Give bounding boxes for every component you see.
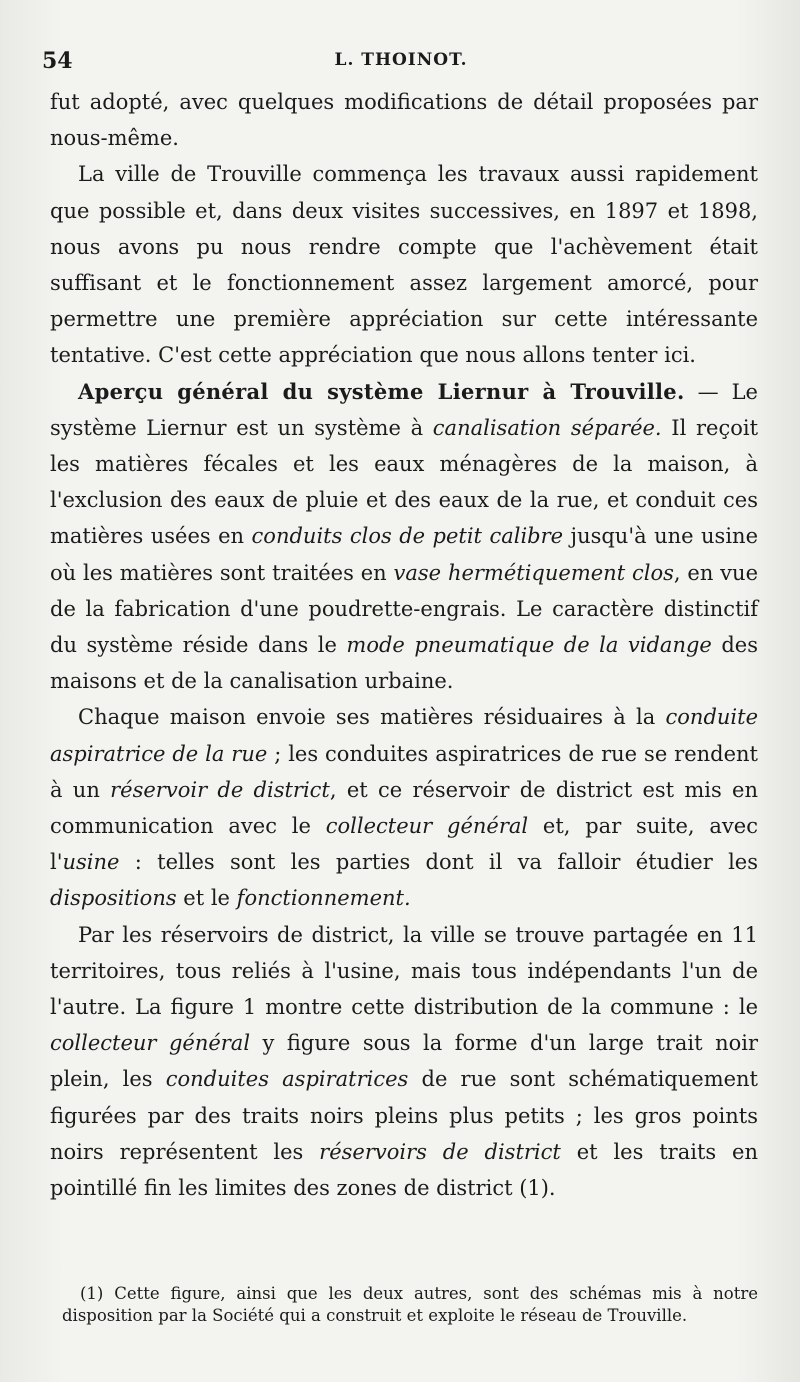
paragraph-continuation: fut adopté, avec quelques modifications de détail proposées par nous-même. (50, 90, 758, 151)
paragraph-chaque-maison (50, 699, 758, 916)
italic-run: dispositions (50, 886, 177, 911)
footnote-text: (1) Cette figure, ainsi que les deux autres, sont des schémas mis à notre disposition par la Société qui a construit et exploite le réseau de Trouville. (62, 1284, 758, 1325)
italic-run: collecteur général (325, 814, 529, 839)
paragraph-reservoirs-district (50, 917, 758, 1207)
italic-run: réservoirs de district (319, 1139, 561, 1164)
italic-run: collecteur général (50, 1031, 251, 1056)
text-run: Par les réservoirs de district, la ville se trouve partagée en 11 territoires, tous reliés à l'usine, mais tous indépendants l'un de l'autre. La figure 1 montre cette distribution de la commune : le (50, 922, 758, 1020)
text-run: jusqu'à une usine où les matières sont traitées en (50, 524, 759, 585)
text-run: y figure sous la forme d'un large trait noir plein, les (50, 1031, 758, 1092)
text-run: et les traits en pointillé fin les limites des zones de district (1). (50, 1139, 758, 1201)
section-title: Aperçu général du système Liernur à Trouville. (78, 378, 685, 404)
italic-run: conduite aspiratrice de la rue (50, 705, 758, 766)
text-run: : telles sont les parties dont il va falloir étudier les (119, 850, 758, 875)
text-run: ; les conduites aspiratrices de rue se rendent à un (50, 741, 758, 802)
text-run: — Le système Liernur est un système à (50, 379, 758, 440)
italic-run: conduites aspiratrices (165, 1067, 409, 1092)
text-run: Chaque maison envoie ses matières résiduaires à la (78, 705, 666, 730)
text-run: des maisons et de la canalisation urbaine. (50, 633, 759, 694)
text-run: de rue sont schématiquement figurées par des traits noirs pleins plus petits ; les gros points noirs représentent les (50, 1067, 758, 1164)
running-head (42, 48, 760, 72)
italic-run: vase hermétiquement clos (393, 560, 674, 585)
text-run: , et ce réservoir de district est mis en communication avec le (50, 777, 759, 839)
text-run: et, par suite, avec l' (50, 814, 758, 875)
page-number: 54 (42, 48, 73, 74)
running-title: L. THOINOT. (334, 50, 468, 70)
italic-run: usine (62, 850, 120, 875)
paragraph-apercu-general (50, 374, 758, 700)
italic-run: fonctionnement. (236, 886, 411, 911)
italic-run: conduits clos de petit calibre (251, 524, 564, 549)
italic-run: réservoir de district (110, 777, 330, 802)
paragraph-trouville-works: La ville de Trouville commença les travaux aussi rapidement que possible et, dans deux visites successives, en 1897 et 1898, nous avons pu nous rendre compte que l'achèvement était suffisant et le fonctionnement assez largement amorcé, pour permettre une première appréciation sur cette intéressante tentative. C'est cette appréciation que nous allons tenter ici. (50, 162, 758, 368)
italic-run: canalisation séparée. (432, 415, 662, 440)
italic-run: mode pneumatique de la vidange (346, 633, 712, 658)
footnote (62, 1283, 758, 1327)
text-run: Il reçoit les matières fécales et les eaux ménagères de la maison, à l'exclusion des eaux de pluie et des eaux de la rue, et conduit ces matières usées en (50, 415, 759, 549)
body-text (50, 84, 758, 1206)
text-run: et le (176, 886, 237, 911)
text-run: , en vue de la fabrication d'une poudrette-engrais. Le caractère distinctif du système réside dans le (50, 560, 758, 658)
